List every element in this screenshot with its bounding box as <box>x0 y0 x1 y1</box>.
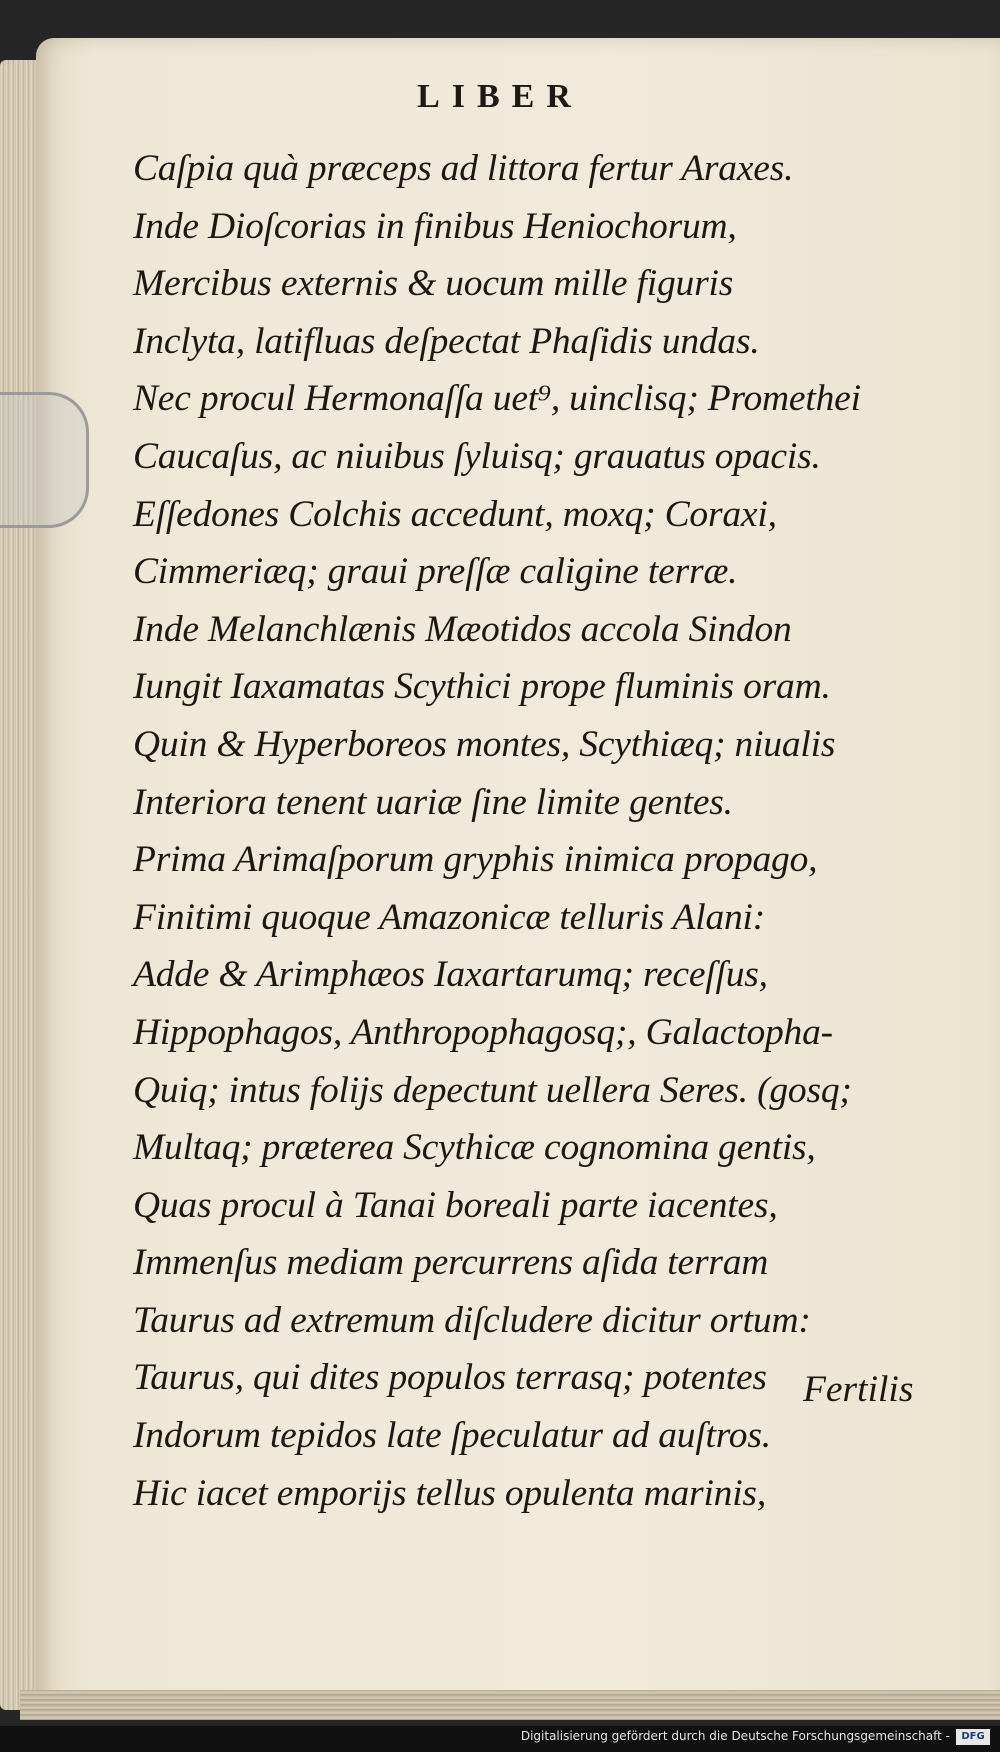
verse-line: Quin & Hyperboreos montes, Scythiæq; niualis <box>133 723 836 765</box>
verse-line: Taurus ad extremum diſcludere dicitur ortum: <box>133 1299 811 1341</box>
clip-icon <box>0 392 89 528</box>
verse-line: Eſſedones Colchis accedunt, moxq; Coraxi, <box>133 493 777 535</box>
verse-line: Cimmeriæq; graui preſſæ caligine terræ. <box>133 551 738 593</box>
verse-line: Inde Dioſcorias in finibus Heniochorum, <box>133 205 737 247</box>
verse-line: Multaq; præterea Scythicæ cognomina gentis, <box>133 1127 816 1169</box>
dfg-logo: DFG <box>956 1729 990 1745</box>
verse-line: Hic iacet emporijs tellus opulenta marinis, <box>133 1472 767 1514</box>
verse-line: Interiora tenent uariæ ſine limite gentes. <box>133 781 733 823</box>
verse-line: Quas procul à Tanai boreali parte iacentes, <box>133 1184 778 1226</box>
verse-line: Mercibus externis & uocum mille figuris <box>133 263 734 305</box>
verse-line: Nec procul Hermonaſſa uet⁹, uinclisq; Promethei <box>133 378 861 420</box>
verse-line: Inde Melanchlænis Mæotidos accola Sindon <box>133 608 792 650</box>
verse-line: Indorum tepidos late ſpeculatur ad auſtros. <box>133 1415 771 1457</box>
verse-line: Taurus, qui dites populos terrasq; potentes <box>133 1357 767 1399</box>
verse-line: Immenſus mediam percurrens aſida terram <box>133 1242 769 1284</box>
running-head: LIBER <box>417 78 583 115</box>
verse-line: Prima Arimaſporum gryphis inimica propago, <box>133 839 818 881</box>
verse-text-block <box>133 140 963 1522</box>
page-bottom-edge <box>20 1690 1000 1720</box>
verse-line: Quiq; intus folijs depectunt uellera Seres. (gosq; <box>133 1069 852 1111</box>
footer-credit: Digitalisierung gefördert durch die Deutsche Forschungsgemeinschaft - <box>520 1729 950 1743</box>
verse-line: Inclyta, latifluas deſpectat Phaſidis undas. <box>133 320 760 362</box>
verse-line: Caucaſus, ac niuibus ſyluisq; grauatus opacis. <box>133 435 821 477</box>
verse-line: Hippophagos, Anthropophagosq;, Galactopha- <box>133 1011 833 1053</box>
catchword: Fertilis <box>803 1369 914 1410</box>
verse-line: Iungit Iaxamatas Scythici prope fluminis oram. <box>133 666 831 708</box>
verse-line: Adde & Arimphæos Iaxartarumq; receſſus, <box>133 954 768 996</box>
verse-line: Caſpia quà præceps ad littora fertur Araxes. <box>133 148 794 189</box>
verse-line: Finitimi quoque Amazonicæ telluris Alani: <box>133 896 766 938</box>
